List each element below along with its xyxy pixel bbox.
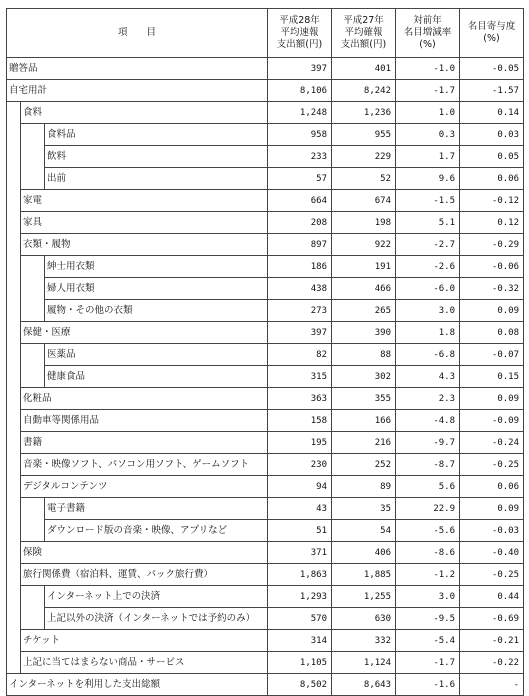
table-row bbox=[7, 652, 524, 674]
cell-rate: -1.5 bbox=[396, 190, 460, 212]
indent-cell bbox=[7, 124, 21, 146]
cell-v27: 401 bbox=[332, 58, 396, 80]
cell-contrib: -0.22 bbox=[460, 652, 524, 674]
indent-cell bbox=[21, 278, 45, 300]
row-label: チケット bbox=[21, 630, 268, 652]
cell-rate: 5.6 bbox=[396, 476, 460, 498]
cell-v28: 233 bbox=[268, 146, 332, 168]
cell-v27: 88 bbox=[332, 344, 396, 366]
row-label: 家具 bbox=[21, 212, 268, 234]
cell-rate: -9.7 bbox=[396, 432, 460, 454]
cell-v27: 8,643 bbox=[332, 674, 396, 696]
cell-v27: 1,124 bbox=[332, 652, 396, 674]
indent-cell bbox=[7, 542, 21, 564]
table-row bbox=[7, 278, 524, 300]
row-label: インターネット上での決済 bbox=[45, 586, 268, 608]
table-row bbox=[7, 300, 524, 322]
row-label: 贈答品 bbox=[7, 58, 268, 80]
cell-v28: 82 bbox=[268, 344, 332, 366]
cell-v27: 390 bbox=[332, 322, 396, 344]
cell-rate: 4.3 bbox=[396, 366, 460, 388]
row-label: 食料 bbox=[21, 102, 268, 124]
table-row bbox=[7, 322, 524, 344]
cell-rate: -1.7 bbox=[396, 80, 460, 102]
header-rate-line2: 名目増減率 bbox=[403, 27, 452, 38]
cell-rate: -2.6 bbox=[396, 256, 460, 278]
table-row bbox=[7, 410, 524, 432]
cell-rate: 5.1 bbox=[396, 212, 460, 234]
cell-v28: 314 bbox=[268, 630, 332, 652]
indent-cell bbox=[21, 124, 45, 146]
cell-v27: 466 bbox=[332, 278, 396, 300]
table-row bbox=[7, 608, 524, 630]
cell-rate: -6.8 bbox=[396, 344, 460, 366]
row-label: 自宅用計 bbox=[7, 80, 268, 102]
cell-contrib: 0.06 bbox=[460, 168, 524, 190]
header-change-rate bbox=[396, 9, 460, 58]
table-row bbox=[7, 542, 524, 564]
cell-contrib: -0.21 bbox=[460, 630, 524, 652]
table-row bbox=[7, 564, 524, 586]
header-contrib-line1: 名目寄与度 bbox=[467, 21, 516, 32]
indent-cell bbox=[7, 278, 21, 300]
row-label: 履物・その他の衣類 bbox=[45, 300, 268, 322]
indent-cell bbox=[7, 520, 21, 542]
cell-v27: 52 bbox=[332, 168, 396, 190]
cell-rate: -1.6 bbox=[396, 674, 460, 696]
cell-v28: 195 bbox=[268, 432, 332, 454]
cell-v28: 664 bbox=[268, 190, 332, 212]
table-row bbox=[7, 454, 524, 476]
indent-cell bbox=[7, 102, 21, 124]
cell-rate: 1.0 bbox=[396, 102, 460, 124]
cell-contrib: 0.06 bbox=[460, 476, 524, 498]
indent-cell bbox=[7, 212, 21, 234]
cell-contrib: -0.25 bbox=[460, 454, 524, 476]
indent-cell bbox=[7, 256, 21, 278]
cell-v27: 302 bbox=[332, 366, 396, 388]
cell-v28: 273 bbox=[268, 300, 332, 322]
cell-v28: 186 bbox=[268, 256, 332, 278]
row-label: インターネットを利用した支出総額 bbox=[7, 674, 268, 696]
cell-v27: 674 bbox=[332, 190, 396, 212]
cell-v27: 922 bbox=[332, 234, 396, 256]
cell-v28: 8,106 bbox=[268, 80, 332, 102]
header-contribution bbox=[460, 9, 524, 58]
cell-rate: -5.6 bbox=[396, 520, 460, 542]
table-row bbox=[7, 168, 524, 190]
cell-v28: 958 bbox=[268, 124, 332, 146]
header-item: 項 目 bbox=[7, 9, 268, 58]
row-label: デジタルコンテンツ bbox=[21, 476, 268, 498]
cell-contrib: -0.06 bbox=[460, 256, 524, 278]
cell-v28: 51 bbox=[268, 520, 332, 542]
cell-rate: 3.0 bbox=[396, 300, 460, 322]
cell-contrib: -0.07 bbox=[460, 344, 524, 366]
table-row bbox=[7, 234, 524, 256]
cell-contrib: 0.05 bbox=[460, 146, 524, 168]
row-label: 化粧品 bbox=[21, 388, 268, 410]
cell-contrib: -0.12 bbox=[460, 190, 524, 212]
row-label: 上記に当てはまらない商品・サービス bbox=[21, 652, 268, 674]
row-label: 家電 bbox=[21, 190, 268, 212]
cell-contrib: 0.09 bbox=[460, 300, 524, 322]
cell-v28: 230 bbox=[268, 454, 332, 476]
cell-v28: 94 bbox=[268, 476, 332, 498]
row-label: 上記以外の決済（インターネットでは予約のみ） bbox=[45, 608, 268, 630]
indent-cell bbox=[7, 586, 21, 608]
cell-rate: -6.0 bbox=[396, 278, 460, 300]
header-2015-line2: 平均確報 bbox=[344, 27, 383, 38]
row-label: 健康食品 bbox=[45, 366, 268, 388]
row-label: 医薬品 bbox=[45, 344, 268, 366]
cell-rate: 22.9 bbox=[396, 498, 460, 520]
cell-v27: 89 bbox=[332, 476, 396, 498]
cell-v28: 438 bbox=[268, 278, 332, 300]
cell-rate: -2.7 bbox=[396, 234, 460, 256]
cell-contrib: -0.69 bbox=[460, 608, 524, 630]
indent-cell bbox=[21, 256, 45, 278]
cell-rate: -1.0 bbox=[396, 58, 460, 80]
indent-cell bbox=[21, 366, 45, 388]
cell-v27: 406 bbox=[332, 542, 396, 564]
row-label: 保健・医療 bbox=[21, 322, 268, 344]
header-2015-spending bbox=[332, 9, 396, 58]
cell-rate: -1.7 bbox=[396, 652, 460, 674]
table-row bbox=[7, 212, 524, 234]
table-row bbox=[7, 586, 524, 608]
cell-contrib: -1.57 bbox=[460, 80, 524, 102]
indent-cell bbox=[21, 168, 45, 190]
cell-v28: 363 bbox=[268, 388, 332, 410]
table-row bbox=[7, 630, 524, 652]
indent-cell bbox=[21, 608, 45, 630]
row-label: 出前 bbox=[45, 168, 268, 190]
table-row bbox=[7, 102, 524, 124]
indent-cell bbox=[7, 564, 21, 586]
row-label: 食料品 bbox=[45, 124, 268, 146]
cell-v28: 315 bbox=[268, 366, 332, 388]
indent-cell bbox=[7, 410, 21, 432]
cell-contrib: - bbox=[460, 674, 524, 696]
cell-rate: 9.6 bbox=[396, 168, 460, 190]
cell-contrib: -0.05 bbox=[460, 58, 524, 80]
row-label: ダウンロード版の音楽・映像、アプリなど bbox=[45, 520, 268, 542]
cell-contrib: 0.09 bbox=[460, 388, 524, 410]
cell-v27: 229 bbox=[332, 146, 396, 168]
cell-v28: 897 bbox=[268, 234, 332, 256]
header-2016-line2: 平均速報 bbox=[280, 27, 319, 38]
cell-v28: 1,248 bbox=[268, 102, 332, 124]
cell-rate: -1.2 bbox=[396, 564, 460, 586]
indent-cell bbox=[7, 344, 21, 366]
header-2015-line1: 平成27年 bbox=[343, 15, 384, 26]
cell-v28: 397 bbox=[268, 322, 332, 344]
table-row bbox=[7, 520, 524, 542]
cell-v27: 265 bbox=[332, 300, 396, 322]
table-row bbox=[7, 80, 524, 102]
cell-v27: 8,242 bbox=[332, 80, 396, 102]
cell-v28: 43 bbox=[268, 498, 332, 520]
cell-contrib: -0.03 bbox=[460, 520, 524, 542]
cell-v28: 371 bbox=[268, 542, 332, 564]
cell-v28: 397 bbox=[268, 58, 332, 80]
table-row bbox=[7, 366, 524, 388]
header-rate-line1: 対前年 bbox=[413, 15, 442, 26]
indent-cell bbox=[7, 146, 21, 168]
cell-contrib: 0.08 bbox=[460, 322, 524, 344]
cell-v28: 1,863 bbox=[268, 564, 332, 586]
cell-v27: 1,255 bbox=[332, 586, 396, 608]
row-label: 音楽・映像ソフト、パソコン用ソフト、ゲームソフト bbox=[21, 454, 268, 476]
cell-contrib: -0.40 bbox=[460, 542, 524, 564]
cell-rate: 0.3 bbox=[396, 124, 460, 146]
cell-v27: 332 bbox=[332, 630, 396, 652]
indent-cell bbox=[7, 630, 21, 652]
cell-contrib: 0.03 bbox=[460, 124, 524, 146]
table-row bbox=[7, 190, 524, 212]
cell-contrib: 0.12 bbox=[460, 212, 524, 234]
cell-v28: 8,502 bbox=[268, 674, 332, 696]
indent-cell bbox=[7, 322, 21, 344]
cell-v27: 252 bbox=[332, 454, 396, 476]
indent-cell bbox=[7, 454, 21, 476]
header-contrib-line2: (%) bbox=[483, 33, 500, 44]
cell-v28: 1,293 bbox=[268, 586, 332, 608]
indent-cell bbox=[21, 146, 45, 168]
header-2016-line3: 支出額(円) bbox=[276, 39, 323, 50]
indent-cell bbox=[7, 476, 21, 498]
table-row bbox=[7, 498, 524, 520]
cell-rate: 1.7 bbox=[396, 146, 460, 168]
row-label: 飲料 bbox=[45, 146, 268, 168]
cell-contrib: -0.25 bbox=[460, 564, 524, 586]
indent-cell bbox=[7, 168, 21, 190]
table-row bbox=[7, 344, 524, 366]
cell-v27: 1,236 bbox=[332, 102, 396, 124]
cell-rate: -5.4 bbox=[396, 630, 460, 652]
cell-v27: 1,885 bbox=[332, 564, 396, 586]
table-row bbox=[7, 256, 524, 278]
indent-cell bbox=[21, 498, 45, 520]
cell-v27: 355 bbox=[332, 388, 396, 410]
table-row bbox=[7, 476, 524, 498]
row-label: 衣類・履物 bbox=[21, 234, 268, 256]
cell-v27: 191 bbox=[332, 256, 396, 278]
header-2016-spending bbox=[268, 9, 332, 58]
cell-rate: -4.8 bbox=[396, 410, 460, 432]
row-label: 電子書籍 bbox=[45, 498, 268, 520]
indent-cell bbox=[7, 190, 21, 212]
indent-cell bbox=[21, 586, 45, 608]
cell-v27: 630 bbox=[332, 608, 396, 630]
indent-cell bbox=[7, 432, 21, 454]
spending-table bbox=[6, 8, 524, 696]
header-2015-line3: 支出額(円) bbox=[340, 39, 387, 50]
cell-v27: 216 bbox=[332, 432, 396, 454]
cell-v27: 35 bbox=[332, 498, 396, 520]
table-row bbox=[7, 674, 524, 696]
indent-cell bbox=[7, 300, 21, 322]
cell-v27: 198 bbox=[332, 212, 396, 234]
cell-rate: -8.6 bbox=[396, 542, 460, 564]
row-label: 保険 bbox=[21, 542, 268, 564]
table-row bbox=[7, 146, 524, 168]
cell-contrib: 0.44 bbox=[460, 586, 524, 608]
row-label: 自動車等関係用品 bbox=[21, 410, 268, 432]
indent-cell bbox=[7, 234, 21, 256]
cell-v28: 208 bbox=[268, 212, 332, 234]
cell-contrib: 0.15 bbox=[460, 366, 524, 388]
cell-rate: -8.7 bbox=[396, 454, 460, 476]
cell-rate: 2.3 bbox=[396, 388, 460, 410]
cell-v28: 570 bbox=[268, 608, 332, 630]
indent-cell bbox=[7, 388, 21, 410]
table-header-row bbox=[7, 9, 524, 58]
cell-v27: 955 bbox=[332, 124, 396, 146]
cell-contrib: -0.32 bbox=[460, 278, 524, 300]
row-label: 紳士用衣類 bbox=[45, 256, 268, 278]
cell-v28: 1,105 bbox=[268, 652, 332, 674]
cell-v27: 54 bbox=[332, 520, 396, 542]
table-row bbox=[7, 58, 524, 80]
cell-rate: 3.0 bbox=[396, 586, 460, 608]
indent-cell bbox=[21, 300, 45, 322]
indent-cell bbox=[7, 498, 21, 520]
row-label: 旅行関係費（宿泊料、運賃、パック旅行費） bbox=[21, 564, 268, 586]
cell-rate: -9.5 bbox=[396, 608, 460, 630]
header-2016-line1: 平成28年 bbox=[279, 15, 320, 26]
indent-cell bbox=[7, 608, 21, 630]
cell-contrib: -0.24 bbox=[460, 432, 524, 454]
row-label: 婦人用衣類 bbox=[45, 278, 268, 300]
table-body bbox=[7, 58, 524, 696]
cell-v27: 166 bbox=[332, 410, 396, 432]
cell-contrib: 0.09 bbox=[460, 498, 524, 520]
table-row bbox=[7, 388, 524, 410]
indent-cell bbox=[7, 652, 21, 674]
table-row bbox=[7, 124, 524, 146]
header-rate-line3: (%) bbox=[419, 39, 436, 50]
indent-cell bbox=[21, 520, 45, 542]
cell-rate: 1.8 bbox=[396, 322, 460, 344]
indent-cell bbox=[21, 344, 45, 366]
indent-cell bbox=[7, 366, 21, 388]
cell-contrib: -0.09 bbox=[460, 410, 524, 432]
table-row bbox=[7, 432, 524, 454]
row-label: 書籍 bbox=[21, 432, 268, 454]
cell-contrib: 0.14 bbox=[460, 102, 524, 124]
cell-v28: 57 bbox=[268, 168, 332, 190]
cell-contrib: -0.29 bbox=[460, 234, 524, 256]
cell-v28: 158 bbox=[268, 410, 332, 432]
